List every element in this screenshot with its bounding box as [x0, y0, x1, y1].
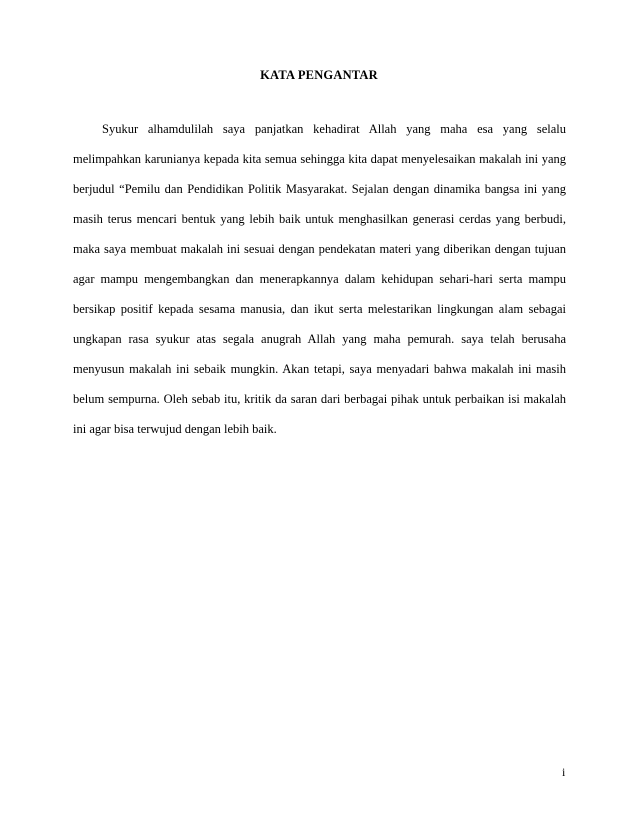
page-number: i	[562, 765, 566, 779]
page-title: KATA PENGANTAR	[260, 68, 378, 82]
body-paragraph: Syukur alhamdulilah saya panjatkan kehadirat Allah yang maha esa yang selalu melimpahkan karunianya kepada kita semua sehingga kita dapat menyelesaikan makalah ini yang berjudul “Pemilu dan Pendidikan Politik Masyarakat. Sejalan dengan dinamika bangsa ini yang masih terus mencari bentuk yang lebih baik untuk menghasilkan generasi cerdas yang berbudi, maka saya membuat makalah ini sesuai dengan pendekatan materi yang diberikan dengan tujuan agar mampu mengembangkan dan menerapkannya dalam kehidupan sehari-hari serta mampu bersikap positif kepada sesama manusia, dan ikut serta melestarikan lingkungan alam sebagai ungkapan rasa syukur atas segala anugrah Allah yang maha pemurah. saya telah berusaha menyusun makalah ini sebaik mungkin. Akan tetapi, saya menyadari bahwa makalah ini masih belum sempurna. Oleh sebab itu, kritik da saran dari berbagai pihak untuk perbaikan isi makalah ini agar bisa terwujud dengan lebih baik.	[73, 122, 566, 436]
